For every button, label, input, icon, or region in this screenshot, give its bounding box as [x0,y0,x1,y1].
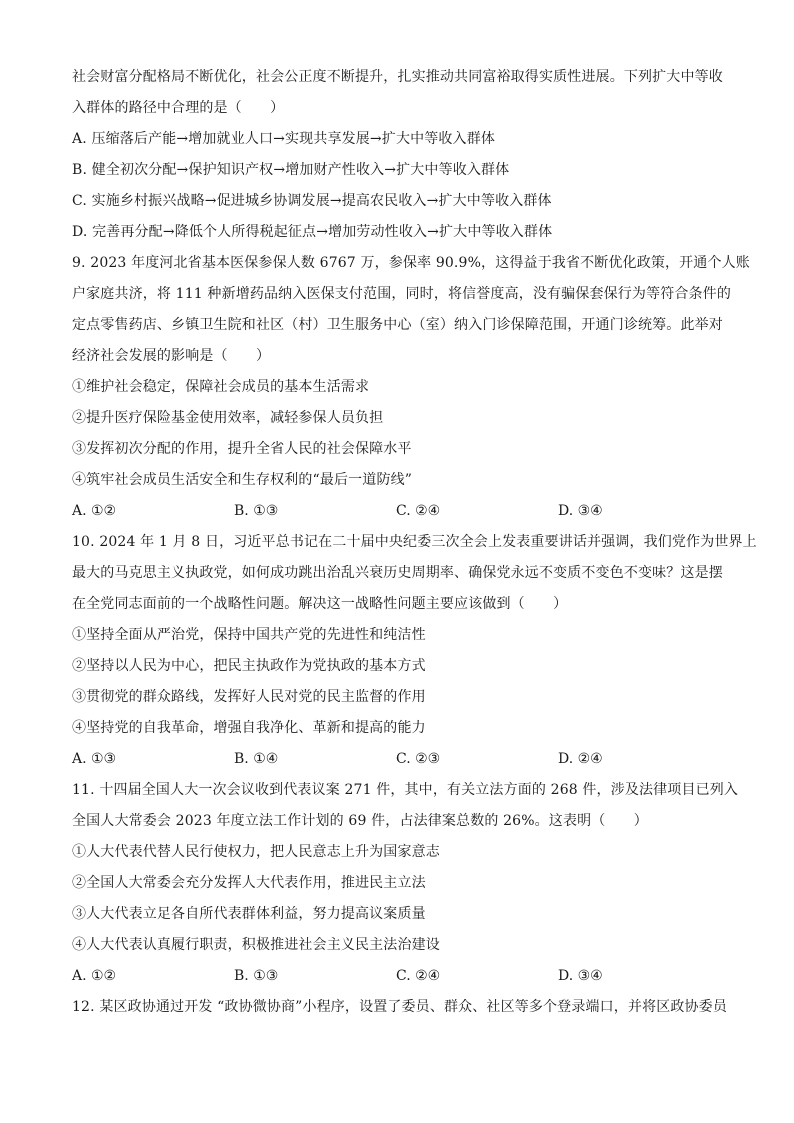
q9-statement-3: ③发挥初次分配的作用，提升全省人民的社会保障水平 [72,441,412,457]
q9-choice-c: C. ②④ [396,503,441,519]
q11-choice-d: D. ③④ [558,968,603,984]
q9-stem-line-2: 户家庭共济，将 111 种新增药品纳入医保支付范围，同时，将信誉度高，没有骗保套保行为等符合条件的 [72,286,731,302]
q11-stem-line-2: 全国人大常委会 2023 年度立法工作计划的 69 件，占法律案总数的 26%。这表明（ ） [72,813,648,829]
q10-choice-b: B. ①④ [234,751,279,767]
q10-choice-c: C. ②③ [396,751,441,767]
q10-choice-a: A. ①③ [72,751,117,767]
page-content [72,62,757,1023]
q11-statement-3: ③人大代表立足各自所代表群体利益，努力提高议案质量 [72,906,426,922]
q10-choices [72,744,732,775]
question-10 [72,527,757,775]
q9-choices [72,496,732,527]
q8-option-a: A. 压缩落后产能→增加就业人口→实现共享发展→扩大中等收入群体 [72,131,496,147]
q9-choice-a: A. ①② [72,503,117,519]
q11-choice-c: C. ②④ [396,968,441,984]
q8-option-d: D. 完善再分配→降低个人所得税起征点→增加劳动性收入→扩大中等收入群体 [72,224,553,240]
q8-option-b: B. 健全初次分配→保护知识产权→增加财产性收入→扩大中等收入群体 [72,162,510,178]
q11-statement-2: ②全国人大常委会充分发挥人大代表作用，推进民主立法 [72,875,426,891]
q10-statement-4: ④坚持党的自我革命，增强自我净化、革新和提高的能力 [72,720,426,736]
q9-stem-line-3: 定点零售药店、乡镇卫生院和社区（村）卫生服务中心（室）纳入门诊保障范围，开通门诊统筹。此举对 [72,317,723,333]
question-9 [72,248,750,527]
q9-statement-1: ①维护社会稳定，保障社会成员的基本生活需求 [72,379,370,395]
q10-stem-line-2: 最大的马克思主义执政党，如何成功跳出治乱兴衰历史周期率、确保党永远不变质不变色不变味？这是摆 [72,565,723,581]
q9-stem-line-4: 经济社会发展的影响是（ ） [72,348,271,364]
q11-statement-4: ④人大代表认真履行职责，积极推进社会主义民主法治建设 [72,937,440,953]
question-12 [72,992,732,1023]
q8-stem-line-1: 社会财富分配格局不断优化，社会公正度不断提升，扎实推动共同富裕取得实质性进展。下列扩大中等收 [72,69,723,85]
q9-choice-d: D. ③④ [558,503,603,519]
question-8 [72,62,732,248]
question-11 [72,775,739,992]
q11-statement-1: ①人大代表代替人民行使权力，把人民意志上升为国家意志 [72,844,440,860]
q10-statement-3: ③贯彻党的群众路线，发挥好人民对党的民主监督的作用 [72,689,426,705]
q10-statement-2: ②坚持以人民为中心，把民主执政作为党执政的基本方式 [72,658,426,674]
q9-choice-b: B. ①③ [234,503,279,519]
q11-choice-b: B. ①③ [234,968,279,984]
q12-stem-line-1: 12. 某区政协通过开发 “政协微协商”小程序，设置了委员、群众、社区等多个登录端口，并将区政协委员 [72,999,727,1015]
q10-statement-1: ①坚持全面从严治党，保持中国共产党的先进性和纯洁性 [72,627,426,643]
q9-stem-line-1: 9. 2023 年度河北省基本医保参保人数 6767 万，参保率 90.9%，这得益于我省不断优化政策，开通个人账 [72,255,750,271]
q11-stem-line-1: 11. 十四届全国人大一次会议收到代表议案 271 件，其中，有关立法方面的 268 件，涉及法律项目已列入 [72,782,739,798]
q8-stem-line-2: 入群体的路径中合理的是（ ） [72,100,285,116]
q8-option-c: C. 实施乡村振兴战略→促进城乡协调发展→提高农民收入→扩大中等收入群体 [72,193,552,209]
q11-choice-a: A. ①② [72,968,117,984]
q11-choices [72,961,732,992]
q10-stem-line-1: 10. 2024 年 1 月 8 日，习近平总书记在二十届中央纪委三次全会上发表重要讲话并强调，我们党作为世界上 [72,534,757,550]
q10-stem-line-3: 在全党同志面前的一个战略性问题。解决这一战略性问题主要应该做到（ ） [72,596,568,612]
q10-choice-d: D. ②④ [558,751,603,767]
q9-statement-2: ②提升医疗保险基金使用效率，减轻参保人员负担 [72,410,384,426]
q9-statement-4: ④筑牢社会成员生活安全和生存权利的“最后一道防线” [72,472,413,488]
